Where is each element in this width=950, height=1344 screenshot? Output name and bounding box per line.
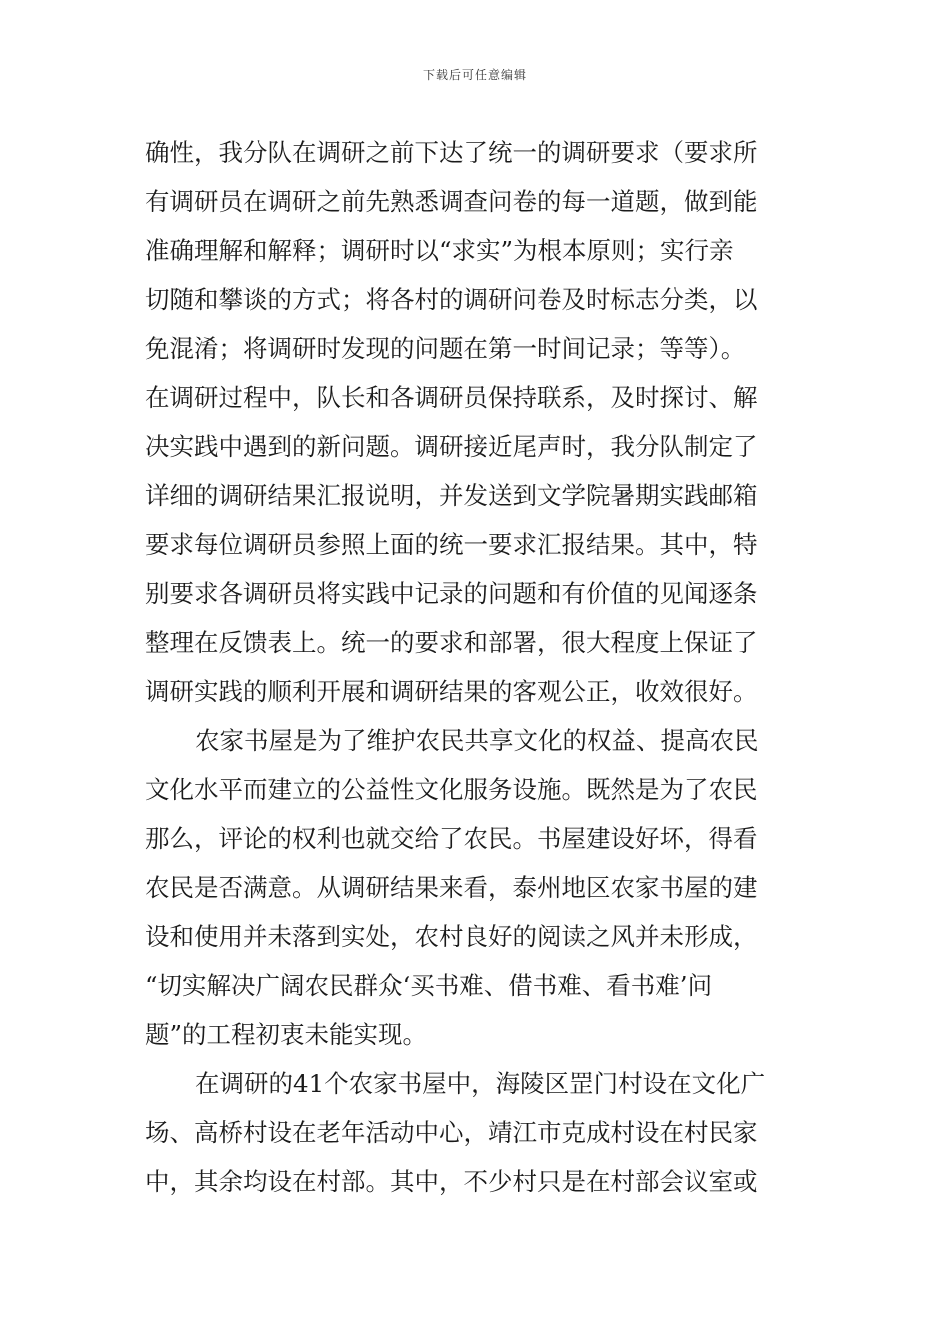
text-line: 那么，评论的权利也就交给了农民。书屋建设好坏，得看 — [145, 824, 758, 853]
text-line: 在调研过程中，队长和各调研员保持联系，及时探讨、解 — [145, 383, 758, 412]
text-line: 农民是否满意。从调研结果来看，泰州地区农家书屋的建 — [145, 873, 758, 902]
text-line: 要求每位调研员参照上面的统一要求汇报结果。其中，特 — [145, 530, 758, 559]
text-line: 文化水平而建立的公益性文化服务设施。既然是为了农民 — [145, 775, 758, 804]
text-line: 决实践中遇到的新问题。调研接近尾声时，我分队制定了 — [145, 432, 758, 461]
paragraph-start-line: 在调研的41个农家书屋中，海陵区罡门村设在文化广 — [195, 1069, 766, 1098]
text-line: 准确理解和解释；调研时以“求实”为根本原则；实行亲 — [145, 236, 734, 265]
text-line: “切实解决广阔农民群众‘买书难、借书难、看书难’问 — [145, 971, 713, 1000]
text-line: 调研实践的顺利开展和调研结果的客观公正，收效很好。 — [145, 677, 758, 706]
text-line: 题”的工程初衷未能实现。 — [145, 1020, 428, 1049]
text-line: 整理在反馈表上。统一的要求和部署，很大程度上保证了 — [145, 628, 758, 657]
text-line: 切随和攀谈的方式；将各村的调研问卷及时标志分类，以 — [145, 285, 758, 314]
text-line: 确性，我分队在调研之前下达了统一的调研要求（要求所 — [145, 138, 758, 167]
text-line: 免混淆；将调研时发现的问题在第一时间记录；等等）。 — [145, 334, 746, 363]
text-line: 别要求各调研员将实践中记录的问题和有价值的见闻逐条 — [145, 579, 758, 608]
header-note: 下载后可任意编辑 — [422, 68, 527, 82]
text-line: 场、高桥村设在老年活动中心，靖江市克成村设在村民家 — [145, 1118, 758, 1147]
body-text — [145, 128, 809, 1206]
text-line: 中，其余均设在村部。其中，不少村只是在村部会议室或 — [145, 1167, 758, 1196]
text-line: 有调研员在调研之前先熟悉调查问卷的每一道题，做到能 — [145, 187, 758, 216]
paragraph-start-line: 农家书屋是为了维护农民共享文化的权益、提高农民 — [195, 726, 759, 755]
text-line: 详细的调研结果汇报说明，并发送到文学院暑期实践邮箱 — [145, 481, 758, 510]
text-line: 设和使用并未落到实处，农村良好的阅读之风并未形成， — [145, 922, 758, 951]
